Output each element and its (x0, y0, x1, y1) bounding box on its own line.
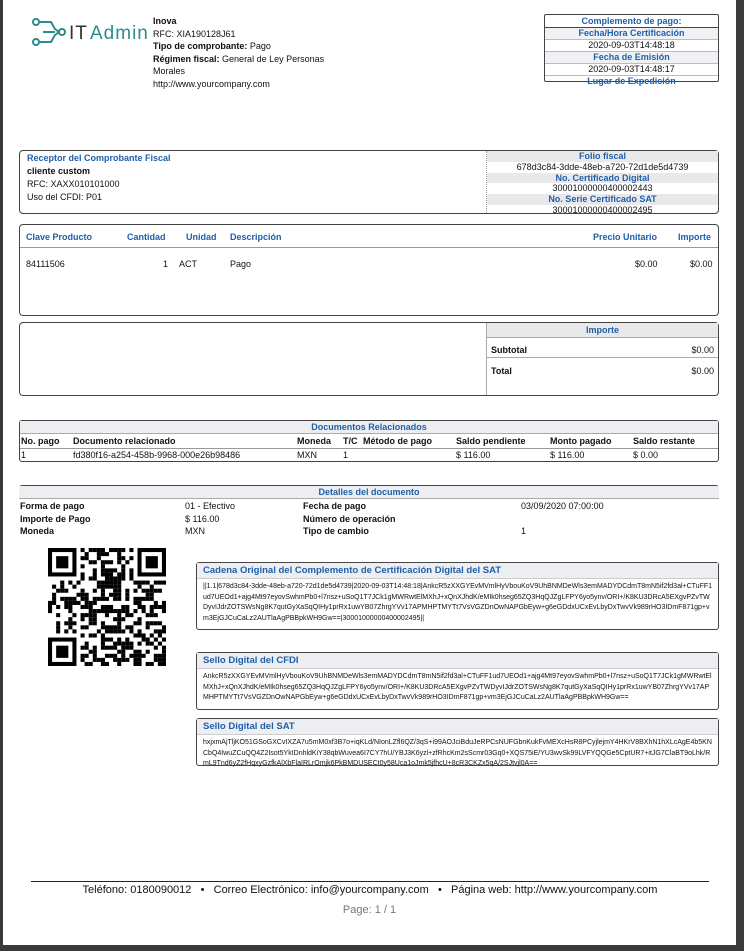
docrel-row-doc: fd380f16-a254-458b-9968-000e26b98486 (73, 450, 241, 460)
sello-cfdi-card (196, 652, 719, 710)
row-importe: $0.00 (690, 259, 713, 269)
total-label: Total (491, 366, 512, 376)
docrel-row-tc: 1 (343, 450, 349, 460)
documentos-relacionados (19, 420, 719, 462)
footer-bullet-1: • (200, 884, 205, 896)
col-precio: Precio Unitario (593, 232, 658, 242)
header-divider (20, 247, 718, 248)
docrel-col-tc: T/C (343, 436, 358, 446)
row-precio: $0.00 (635, 259, 658, 269)
tipo-value: Pago (249, 41, 271, 51)
docrel-col-saldo-rest: Saldo restante (633, 436, 696, 446)
footer-divider (31, 881, 709, 882)
forma-value: 01 - Efectivo (185, 501, 236, 511)
certification-box (544, 14, 719, 86)
detalles-title: Detalles del documento (19, 486, 719, 499)
receptor-section (19, 150, 719, 214)
fecha-emision-value: 2020-09-03T14:48:17 (545, 64, 718, 76)
fecha-cert-value: 2020-09-03T14:48:18 (545, 40, 718, 52)
serie-value: 30001000000400002495 (552, 204, 653, 215)
subtotal-divider (487, 357, 718, 358)
fecha-pago-label: Fecha de pago (303, 501, 367, 511)
tipo-cambio-label: Tipo de cambio (303, 526, 369, 536)
logo-text-admin: Admin (90, 23, 149, 44)
subtotal-value: $0.00 (691, 345, 714, 355)
lugar-label: Lugar de Expedición (587, 76, 676, 86)
rfc-label: RFC: (153, 28, 174, 39)
docrel-col-saldo-pend: Saldo pendiente (456, 436, 526, 446)
sello-cfdi-text: AnkcR5zXXGYEvMVmlHyVbouKoV9UhBNMDeWls3emMADYDCdmT8mN5if2fd3al+CTuFF1ud7UEOd1+ajg4Mt97eyovSwhmPb0+l7nsz+uSoQ1T7JCk1gMWRwtElMXhJ+xQnXJhdK/eMIk0hseg65ZQ3HqQJZgLFPY6yo5ynv/ORI+/K8KU3DRcA5EXgvPZvTWDyvIJdrZOTSWsNg8K7qutGyXaSqQIHy1prRx1uwYB07ZhrgYVv17APMHPTMYTt7VsVGZDnOwNAPGbEyw+g6eGDdxUCxEvLbyDxTwvVk989rHO3IDmF871gp+vm3EjGJCuCaLz2AUTlaAgPBBpkWH9Gw== (203, 673, 712, 701)
conceptos-table (19, 224, 719, 316)
col-clave: Clave Producto (26, 232, 93, 242)
receptor-name: cliente custom (27, 166, 91, 176)
row-clave: 84111506 (26, 259, 65, 269)
col-importe: Importe (678, 232, 712, 242)
col-cantidad: Cantidad (127, 232, 166, 242)
receptor-rfc: RFC: XAXX010101000 (27, 179, 120, 189)
row-unidad: ACT (179, 259, 197, 269)
circuit-icon (31, 17, 67, 47)
docrel-row-no: 1 (21, 450, 27, 460)
docrel-row-moneda: MXN (297, 450, 317, 460)
cadena-original-card (196, 562, 719, 630)
moneda-label: Moneda (20, 526, 55, 536)
docrel-col-metodo: Método de pago (363, 436, 432, 446)
detalles-documento (19, 485, 719, 539)
footer (31, 884, 709, 896)
docrel-col-moneda: Moneda (297, 436, 332, 446)
docrel-row-monto: $ 116.00 (550, 450, 585, 460)
sello-sat-title: Sello Digital del SAT (197, 719, 718, 735)
folio-block (486, 151, 718, 213)
page-number: Page: 1 / 1 (342, 904, 397, 916)
invoice-page (3, 0, 736, 945)
company-regimen (153, 53, 343, 78)
cadena-title: Cadena Original del Complemento de Certificación Digital del SAT (197, 563, 718, 579)
regimen-label: Régimen fiscal: (153, 53, 220, 64)
totales-section (19, 322, 719, 396)
logo-text-it: IT (69, 23, 88, 44)
fecha-pago-value: 03/09/2020 07:00:00 (521, 501, 604, 511)
qr-code (48, 548, 166, 666)
importe-pago-label: Importe de Pago (20, 514, 91, 524)
cert-value: 30001000000400002443 (552, 183, 653, 194)
tipo-cambio-value: 1 (521, 526, 527, 536)
col-descripcion: Descripción (230, 232, 282, 242)
docrel-col-monto: Monto pagado (550, 436, 612, 446)
forma-label: Forma de pago (20, 501, 85, 511)
tipo-label: Tipo de comprobante: (153, 41, 248, 51)
total-value: $0.00 (691, 366, 714, 376)
company-rfc (153, 28, 343, 41)
serie-label: No. Serie Certificado SAT (487, 194, 718, 205)
row-cantidad: 1 (163, 259, 169, 269)
footer-email[interactable]: Correo Electrónico: info@yourcompany.com (213, 884, 429, 896)
moneda-value: MXN (185, 526, 205, 536)
footer-telefono: Teléfono: 0180090012 (82, 884, 192, 896)
docrel-title: Documentos Relacionados (20, 421, 718, 434)
subtotal-label: Subtotal (491, 345, 527, 355)
footer-web[interactable]: Página web: http://www.yourcompany.com (451, 884, 658, 896)
regimen-value: General de Ley Personas Morales (153, 53, 325, 76)
footer-bullet-2: • (437, 884, 442, 896)
fecha-cert-label: Fecha/Hora Certificación (545, 28, 718, 40)
folio-value: 678d3c84-3dde-48eb-a720-72d1de5d4739 (516, 161, 689, 172)
company-logo (31, 17, 149, 47)
receptor-uso: Uso del CFDI: P01 (27, 192, 103, 202)
totales-block (486, 323, 718, 395)
docrel-row-saldo-rest: $ 0.00 (633, 450, 659, 460)
importe-header: Importe (487, 323, 718, 338)
company-info (153, 15, 343, 90)
docrel-col-doc: Documento relacionado (73, 436, 176, 446)
importe-pago-value: $ 116.00 (185, 514, 220, 524)
operacion-label: Número de operación (303, 514, 396, 524)
col-unidad: Unidad (186, 232, 217, 242)
docrel-divider (20, 448, 718, 449)
cadena-text: ||1.1|678d3c84-3dde-48eb-a720-72d1de5d4739|2020-09-03T14:48:18|AnkcR5zXXGYEvMVmlHyVbouKoV9UhBNMDeWls3emMADYDCdmT8mN5if2fd3al+CTuFF1ud7UEOd1+ajg4Mt97eyovSwhmPb0+l7nsz+uSoQ1T7JCk1gMWRwtElMXhJ+xQnXJhdK/eMIk0hseg65ZQ3HqQJZgLFPY6yo5ynv/ORI+/K8KU3DRcA5EXgvPZvTWDyvIJdrZOTSWsNg8K7qutGyXaSqQIHy1prRx1uwYB07ZhrgYVv17APMHPTMYTt7VsVGZDnOwNAPGbEyw+g6eGDdxUCxEvLbyDxTwvVk989rHO3IDmF871gp+vm3EjGJCuCaLz2AUTlaAgPBBpkWH9Gw==|30001000000400002495|| (203, 583, 713, 622)
fecha-emision-label: Fecha de Emisión (545, 52, 718, 64)
cert-title: Complemento de pago: (545, 15, 718, 28)
docrel-row-saldo-pend: $ 116.00 (456, 450, 491, 460)
sello-sat-text: hxjxmAjTljKO51GSoGXCvIXZA7u5mM0xf3B7o+iqKLd/NIonLZfl6QZ/3qS+i99AOJciBduJeRPCsNUFGbnKukFvMEXcHsR8PCyjlejmY4HKrV8BXhN1hXLcAgE4b5KNCbQ4IwuZCuQQ4Z2Isot5YkIDnhldKiY38qbWuvea6I7CY7hU/YBJ3K6yzl+zfRhcKm2sScmr03Gq0+XQS75iE/YU3wvSk99LVFYQQGe5CptUR7+itJG7ClaBT9oLhk/RmL9Tnd6yZ2fHqxyGzfkAlXbFlaIRLrOmjk6PkBMDUSECt0y58Uca1oJmk5jfhcU+8cR3CKZx5qA/2SJtvjl0A== (203, 739, 712, 767)
company-name: Inova (153, 16, 177, 26)
docrel-col-no: No. pago (21, 436, 60, 446)
sello-sat-card (196, 718, 719, 766)
company-tipo (153, 40, 343, 53)
company-website[interactable]: http://www.yourcompany.com (153, 78, 270, 89)
row-descripcion: Pago (230, 259, 252, 269)
folio-label: Folio fiscal (487, 151, 718, 162)
sello-cfdi-title: Sello Digital del CFDI (197, 653, 718, 669)
receptor-title: Receptor del Comprobante Fiscal (27, 153, 171, 163)
cert-label: No. Certificado Digital (487, 173, 718, 184)
rfc-value: XIA190128J61 (176, 28, 236, 39)
